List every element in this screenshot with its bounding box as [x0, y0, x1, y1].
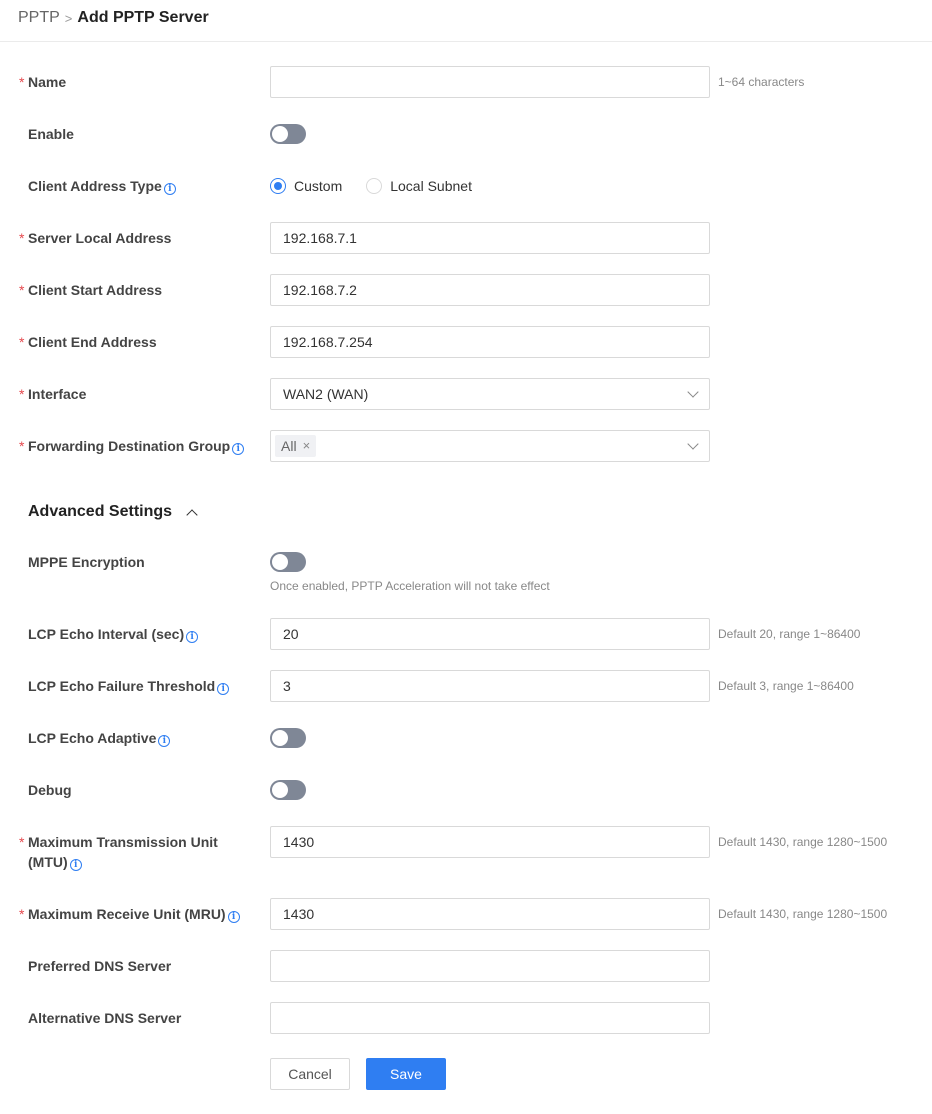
cancel-button[interactable]: Cancel [270, 1058, 350, 1090]
mtu-label-line2: (MTU) [28, 854, 68, 870]
required-marker: * [19, 386, 25, 402]
chevron-down-icon [687, 438, 698, 449]
debug-toggle[interactable] [270, 780, 306, 800]
required-marker: * [19, 282, 25, 298]
mtu-hint: Default 1430, range 1280~1500 [718, 835, 888, 849]
required-marker: * [19, 438, 25, 454]
advanced-settings-title[interactable] [28, 503, 196, 521]
chevron-up-icon[interactable] [186, 509, 197, 520]
required-marker: * [19, 230, 25, 246]
interface-select[interactable] [270, 378, 710, 410]
forwarding-destination-group-label-text: Forwarding Destination Group [28, 438, 231, 454]
mru-label [28, 904, 240, 924]
lcp-echo-interval-label [28, 624, 198, 644]
mru-hint: Default 1430, range 1280~1500 [718, 907, 888, 921]
mtu-label-line1: Maximum Transmission Unit [28, 834, 218, 850]
required-marker: * [19, 906, 25, 922]
lcp-echo-interval-hint: Default 20, range 1~86400 [718, 627, 861, 641]
alternative-dns-label: Alternative DNS Server [28, 1010, 182, 1026]
preferred-dns-label: Preferred DNS Server [28, 958, 172, 974]
client-address-type-radio-group [270, 178, 496, 194]
lcp-echo-failure-threshold-label [28, 676, 229, 696]
info-icon[interactable]: i [232, 443, 244, 455]
close-icon[interactable]: × [302, 438, 311, 453]
server-local-address-input[interactable] [270, 222, 710, 254]
lcp-echo-failure-threshold-label-text: LCP Echo Failure Threshold [28, 678, 216, 694]
interface-label: Interface [28, 386, 87, 402]
breadcrumb-parent[interactable]: PPTP [18, 9, 60, 26]
client-address-type-label-text: Client Address Type [28, 178, 162, 194]
mppe-toggle[interactable] [270, 552, 306, 572]
mtu-input[interactable] [270, 826, 710, 858]
advanced-settings-title-text: Advanced Settings [28, 503, 173, 520]
preferred-dns-input[interactable] [270, 950, 710, 982]
forwarding-destination-group-select[interactable] [270, 430, 710, 462]
alternative-dns-input[interactable] [270, 1002, 710, 1034]
lcp-echo-interval-label-text: LCP Echo Interval (sec) [28, 626, 185, 642]
name-hint: 1~64 characters [718, 75, 805, 89]
server-local-address-label: Server Local Address [28, 230, 172, 246]
mppe-label: MPPE Encryption [28, 554, 145, 570]
info-icon[interactable]: i [186, 631, 198, 643]
radio-custom-label: Custom [294, 178, 343, 194]
interface-select-value: WAN2 (WAN) [283, 386, 369, 402]
radio-local-subnet[interactable] [366, 178, 472, 194]
enable-label: Enable [28, 126, 74, 142]
header-divider [0, 41, 932, 42]
debug-label: Debug [28, 782, 72, 798]
lcp-echo-interval-input[interactable] [270, 618, 710, 650]
name-input[interactable] [270, 66, 710, 98]
selected-tag [275, 435, 316, 457]
info-icon[interactable]: i [158, 735, 170, 747]
required-marker: * [19, 74, 25, 90]
required-marker: * [19, 334, 25, 350]
info-icon[interactable]: i [228, 911, 240, 923]
radio-custom[interactable] [270, 178, 342, 194]
name-label: Name [28, 74, 67, 90]
info-icon[interactable]: i [217, 683, 229, 695]
lcp-echo-adaptive-label-text: LCP Echo Adaptive [28, 730, 157, 746]
radio-local-subnet-circle[interactable] [366, 178, 382, 194]
mru-label-text: Maximum Receive Unit (MRU) [28, 906, 226, 922]
mru-input[interactable] [270, 898, 710, 930]
radio-local-subnet-label: Local Subnet [390, 178, 472, 194]
lcp-echo-failure-threshold-input[interactable] [270, 670, 710, 702]
mppe-hint: Once enabled, PPTP Acceleration will not take effect [270, 579, 550, 593]
client-start-address-label: Client Start Address [28, 282, 163, 298]
chevron-down-icon [687, 386, 698, 397]
mtu-label [28, 832, 218, 872]
forwarding-destination-group-label [28, 436, 244, 456]
selected-tag-label: All [281, 438, 297, 454]
client-end-address-label: Client End Address [28, 334, 157, 350]
lcp-echo-failure-threshold-hint: Default 3, range 1~86400 [718, 679, 854, 693]
lcp-echo-adaptive-label [28, 728, 170, 748]
info-icon[interactable]: i [70, 859, 82, 871]
save-button[interactable]: Save [366, 1058, 446, 1090]
breadcrumb [18, 8, 209, 28]
page-title: Add PPTP Server [77, 9, 209, 26]
lcp-echo-adaptive-toggle[interactable] [270, 728, 306, 748]
client-address-type-label [28, 176, 176, 196]
breadcrumb-separator-icon: > [64, 10, 73, 26]
info-icon[interactable]: i [164, 183, 176, 195]
client-start-address-input[interactable] [270, 274, 710, 306]
enable-toggle[interactable] [270, 124, 306, 144]
radio-custom-circle[interactable] [270, 178, 286, 194]
client-end-address-input[interactable] [270, 326, 710, 358]
required-marker: * [19, 834, 25, 850]
